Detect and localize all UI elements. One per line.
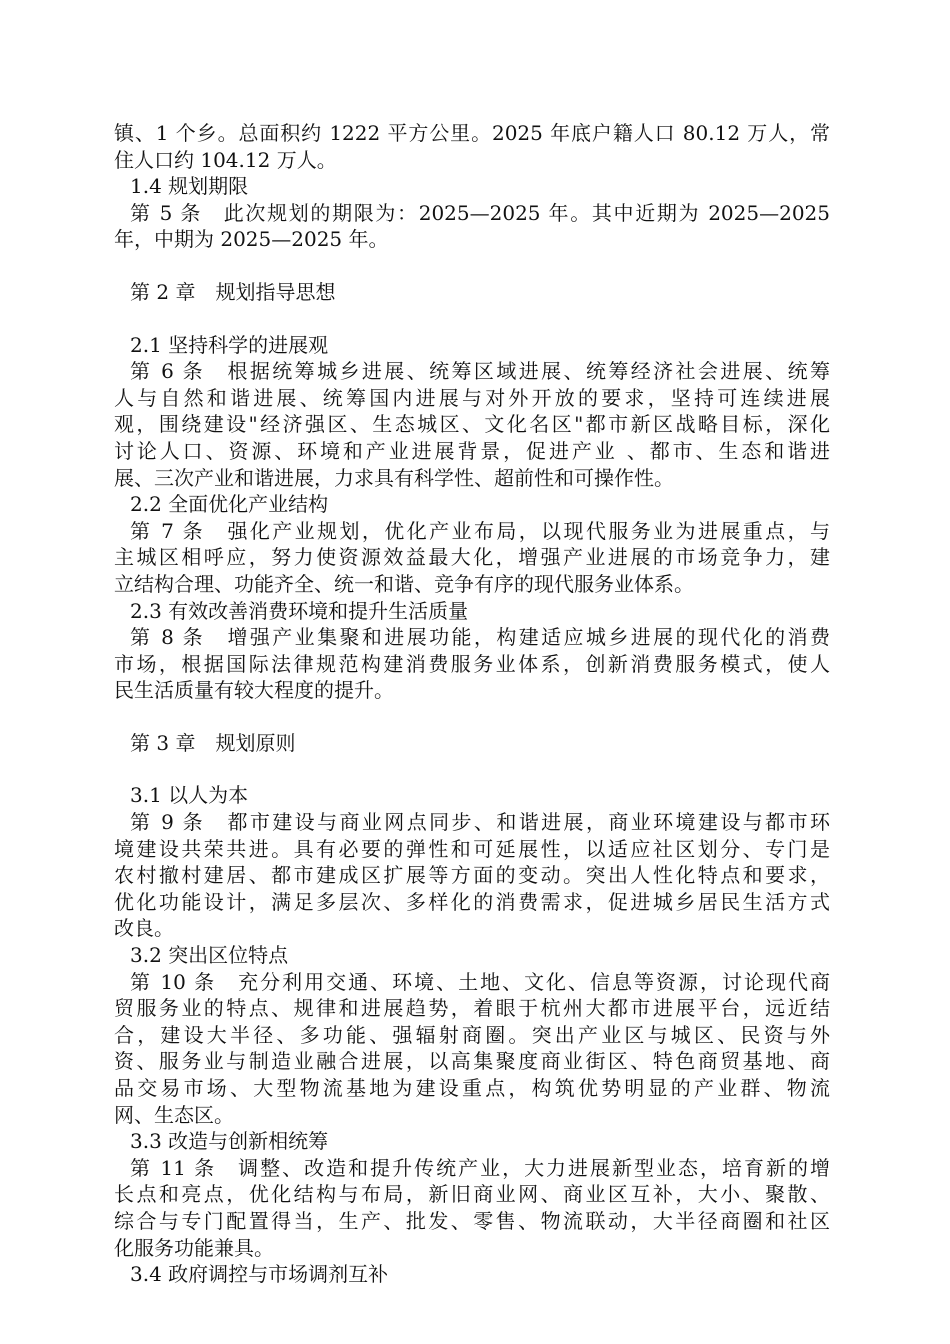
text-line: 第 10 条 充分利用交通、环境、土地、文化、信息等资源，讨论现代商 bbox=[130, 969, 830, 994]
text-line: 优化功能设计，满足多层次、多样化的消费需求，促进城乡居民生活方式 bbox=[114, 889, 830, 914]
text-line: 资、服务业与制造业融合进展，以高集聚度商业街区、特色商贸基地、商 bbox=[114, 1049, 830, 1074]
text-line: 立结构合理、功能齐全、统一和谐、竞争有序的现代服务业体系。 bbox=[114, 571, 694, 596]
chapter-3-heading: 第 3 章 规划原则 bbox=[130, 730, 296, 755]
section-heading-2-2: 2.2 全面优化产业结构 bbox=[130, 492, 329, 517]
text-line: 贸服务业的特点、规律和进展趋势，着眼于杭州大都市进展平台，远近结 bbox=[114, 996, 830, 1021]
text-line: 第 5 条 此次规划的期限为：2025—2025 年。其中近期为 2025—2025 bbox=[130, 200, 830, 225]
text-line: 品交易市场、大型物流基地为建设重点，构筑优势明显的产业群、物流 bbox=[114, 1076, 830, 1100]
section-heading-2-3: 2.3 有效改善消费环境和提升生活质量 bbox=[130, 598, 469, 623]
section-heading-3-2: 3.2 突出区位特点 bbox=[130, 943, 289, 968]
section-heading-1-4: 1.4 规划期限 bbox=[130, 174, 249, 199]
intro-paragraph bbox=[114, 120, 830, 173]
text-line: 综合与专门配置得当，生产、批发、零售、物流联动，大半径商圈和社区 bbox=[114, 1208, 830, 1233]
article-5-paragraph bbox=[114, 200, 830, 227]
text-line: 长点和亮点，优化结构与布局，新旧商业网、商业区互补，大小、聚散、 bbox=[114, 1182, 830, 1207]
text-line: 人与自然和谐进展、统筹国内进展与对外开放的要求，坚持可连续进展 bbox=[114, 385, 830, 410]
text-line: 住人口约 104.12 万人。 bbox=[114, 147, 337, 172]
text-line: 境建设共荣共进。具有必要的弹性和可延展性，以适应社区划分、专门是 bbox=[114, 836, 830, 861]
text-line: 第 7 条 强化产业规划，优化产业布局，以现代服务业为进展重点，与 bbox=[130, 518, 830, 543]
article-10-paragraph bbox=[114, 969, 830, 1129]
article-5-continuation bbox=[114, 226, 830, 253]
text-line: 主城区相呼应，努力使资源效益最大化，增强产业进展的市场竞争力，建 bbox=[114, 545, 830, 570]
text-line: 第 8 条 增强产业集聚和进展功能，构建适应城乡进展的现代化的消费 bbox=[130, 625, 830, 650]
text-line: 合，建设大半径、多功能、强辐射商圈。突出产业区与城区、民资与外 bbox=[114, 1022, 830, 1047]
text-line: 讨论人口、资源、环境和产业进展背景，促进产业 、都市、生态和谐进 bbox=[114, 438, 830, 463]
text-line: 网、生态区。 bbox=[114, 1102, 234, 1127]
text-line: 第 11 条 调整、改造和提升传统产业，大力进展新型业态，培育新的增 bbox=[130, 1155, 830, 1180]
text-line: 民生活质量有较大程度的提升。 bbox=[114, 678, 394, 703]
text-line: 第 9 条 都市建设与商业网点同步、和谐进展，商业环境建设与都市环 bbox=[130, 810, 830, 835]
text-line: 农村撤村建居、都市建成区扩展等方面的变动。突出人性化特点和要求， bbox=[114, 863, 830, 888]
text-line: 观，围绕建设"经济强区、生态城区、文化名区"都市新区战略目标，深化 bbox=[114, 412, 830, 437]
text-line: 镇、1 个乡。总面积约 1222 平方公里。2025 年底户籍人口 80.12 万人，常 bbox=[114, 121, 830, 145]
chapter-2-heading: 第 2 章 规划指导思想 bbox=[130, 279, 336, 304]
text-line: 化服务功能兼具。 bbox=[114, 1235, 274, 1260]
article-6-paragraph bbox=[114, 358, 830, 491]
text-line: 改良。 bbox=[114, 916, 174, 941]
section-heading-2-1: 2.1 坚持科学的进展观 bbox=[130, 332, 329, 357]
article-8-paragraph bbox=[114, 624, 830, 704]
text-line: 第 6 条 根据统筹城乡进展、统筹区域进展、统筹经济社会进展、统筹 bbox=[130, 359, 830, 384]
text-line: 市场，根据国际法律规范构建消费服务业体系，创新消费服务模式，使人 bbox=[114, 651, 830, 676]
section-heading-3-1: 3.1 以人为本 bbox=[130, 783, 249, 808]
text-line: 年，中期为 2025—2025 年。 bbox=[114, 227, 389, 252]
article-11-paragraph bbox=[114, 1155, 830, 1261]
section-heading-3-4: 3.4 政府调控与市场调剂互补 bbox=[130, 1262, 389, 1287]
document-page bbox=[114, 120, 830, 1288]
text-line: 展、三次产业和谐进展，力求具有科学性、超前性和可操作性。 bbox=[114, 465, 674, 490]
section-heading-3-3: 3.3 改造与创新相统筹 bbox=[130, 1129, 329, 1154]
article-7-paragraph bbox=[114, 518, 830, 598]
article-9-paragraph bbox=[114, 809, 830, 942]
